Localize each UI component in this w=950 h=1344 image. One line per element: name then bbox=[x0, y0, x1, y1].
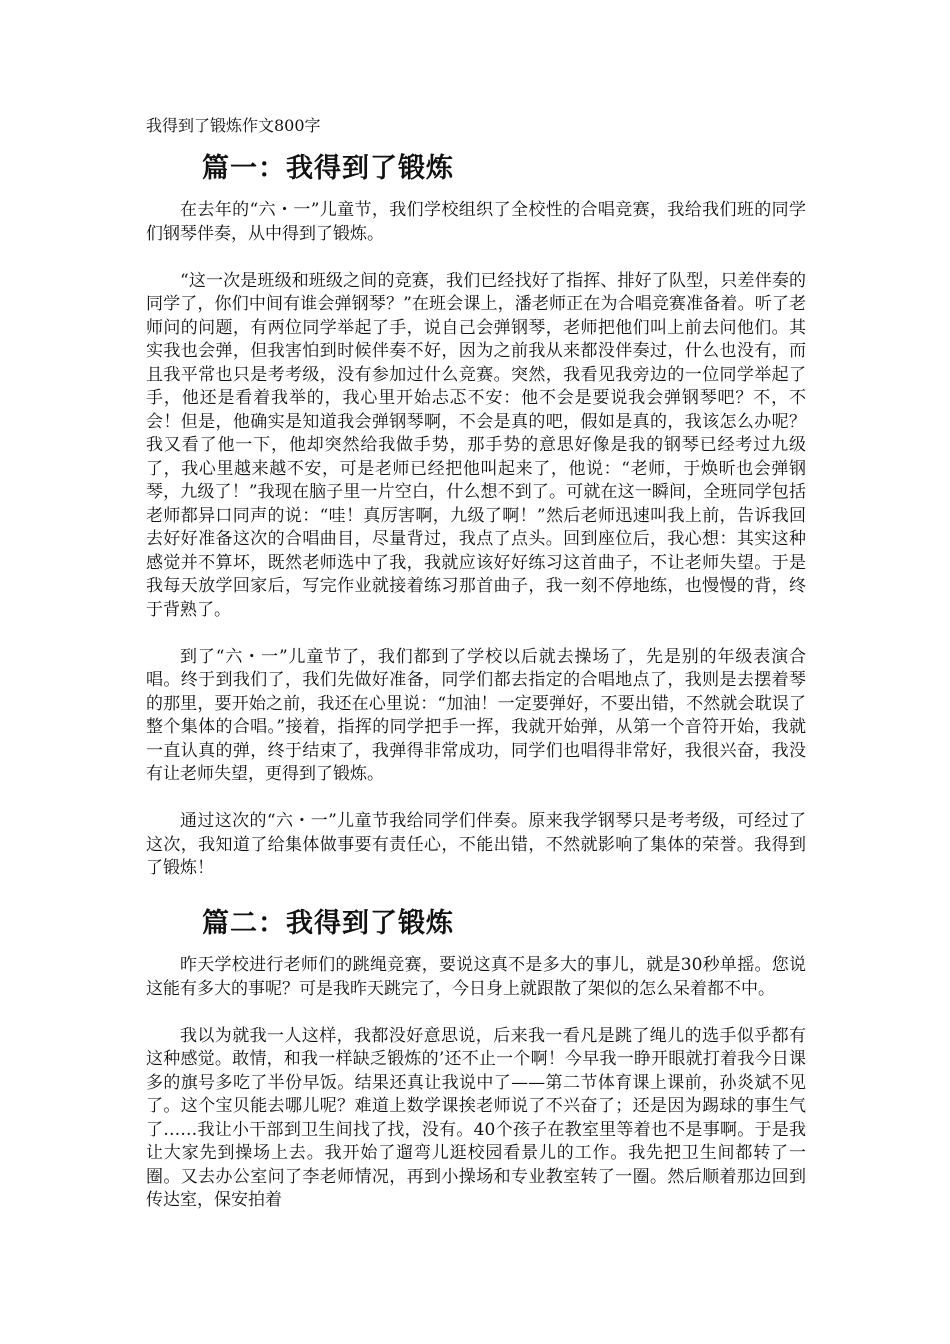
section-2 bbox=[146, 904, 806, 1213]
paragraph: 昨天学校进行老师们的跳绳竞赛，要说这真不是多大的事儿，就是30秒单摇。您说这能有多大的事呢？可是我昨天跳完了，今日身上就跟散了架似的怎么呆着都不中。 bbox=[146, 955, 806, 999]
section-heading: 篇一：我得到了锻炼 bbox=[202, 153, 454, 184]
paragraph: 在去年的“六・一”儿童节，我们学校组织了全校性的合唱竞赛，我给我们班的同学们钢琴伴奏，从中得到了锻炼。 bbox=[146, 200, 806, 244]
section-1 bbox=[146, 149, 806, 881]
document-page bbox=[146, 113, 806, 1236]
document-title: 我得到了锻炼作文800字 bbox=[146, 116, 321, 135]
paragraph: 通过这次的“六・一”儿童节我给同学们伴奏。原来我学钢琴只是考考级，可经过了这次，我知道了给集体做事要有责任心，不能出错，不然就影响了集体的荣誉。我得到了锻炼！ bbox=[146, 811, 806, 878]
paragraph: 我以为就我一人这样，我都没好意思说，后来我一看凡是跳了绳儿的选手似乎都有这种感觉。敢情，和我一样缺乏锻炼的’还不止一个啊！今早我一睁开眼就打着我今日课多的旗号多吃了半份早饭。结果还真让我说中了——第二节体育课上课前，孙炎斌不见了。这个宝贝能去哪儿呢？难道上数学课挨老师说了不兴奋了；还是因为踢球的事生气了……我让小干部到卫生间找了找，没有。40个孩子在教室里等着也不是事啊。于是我让大家先到操场上去。我开始了遛弯儿逛校园看景儿的工作。我先把卫生间都转了一圈。又去办公室问了李老师情况，再到小操场和专业教室转了一圈。然后顺着那边回到传达室，保安拍着 bbox=[146, 1025, 806, 1210]
paragraph: “这一次是班级和班级之间的竞赛，我们已经找好了指挥、排好了队型，只差伴奏的同学了，你们中间有谁会弹钢琴？”在班会课上，潘老师正在为合唱竞赛准备着。听了老师问的问题，有两位同学举起了手，说自己会弹钢琴，老师把他们叫上前去问他们。其实我也会弹，但我害怕到时候伴奏不好，因为之前我从来都没伴奏过，什么也没有，而且我平常也只是考考级，没有参加过什么竞赛。突然，我看见我旁边的一位同学举起了手，他还是看着我举的，我心里开始忐忑不安：他不会是要说我会弹钢琴吧？不，不会！但是，他确实是知道我会弹钢琴啊，不会是真的吧，假如是真的，我该怎么办呢？我又看了他一下，他却突然给我做手势，那手势的意思好像是我的钢琴已经考过九级了，我心里越来越不安，可是老师已经把他叫起来了，他说：“老师，于焕昕也会弹钢琴，九级了！”我现在脑子里一片空白，什么想不到了。可就在这一瞬间，全班同学包括老师都异口同声的说：“哇！真厉害啊，九级了啊！”然后老师迅速叫我上前，告诉我回去好好准备这次的合唱曲目，尽量背过，我点了点头。回到座位后，我心想：其实这种感觉并不算坏，既然老师选中了我，我就应该好好练习这首曲子，不让老师失望。于是我每天放学回家后，写完作业就接着练习那首曲子，我一刻不停地练，也慢慢的背，终于背熟了。 bbox=[146, 270, 806, 620]
paragraph: 到了“六・一”儿童节了，我们都到了学校以后就去操场了，先是别的年级表演合唱。终于到我们了，我们先做好准备，同学们都去指定的合唱地点了，我则是去摆着琴的那里，要开始之前，我还在心里说：“加油！一定要弹好，不要出错，不然就会耽误了整个集体的合唱。”接着，指挥的同学把手一挥，我就开始弹，从第一个音符开始，我就一直认真的弹，终于结束了，我弹得非常成功，同学们也唱得非常好，我很兴奋，我没有让老师失望，更得到了锻炼。 bbox=[146, 646, 806, 784]
section-heading: 篇二：我得到了锻炼 bbox=[202, 908, 454, 939]
